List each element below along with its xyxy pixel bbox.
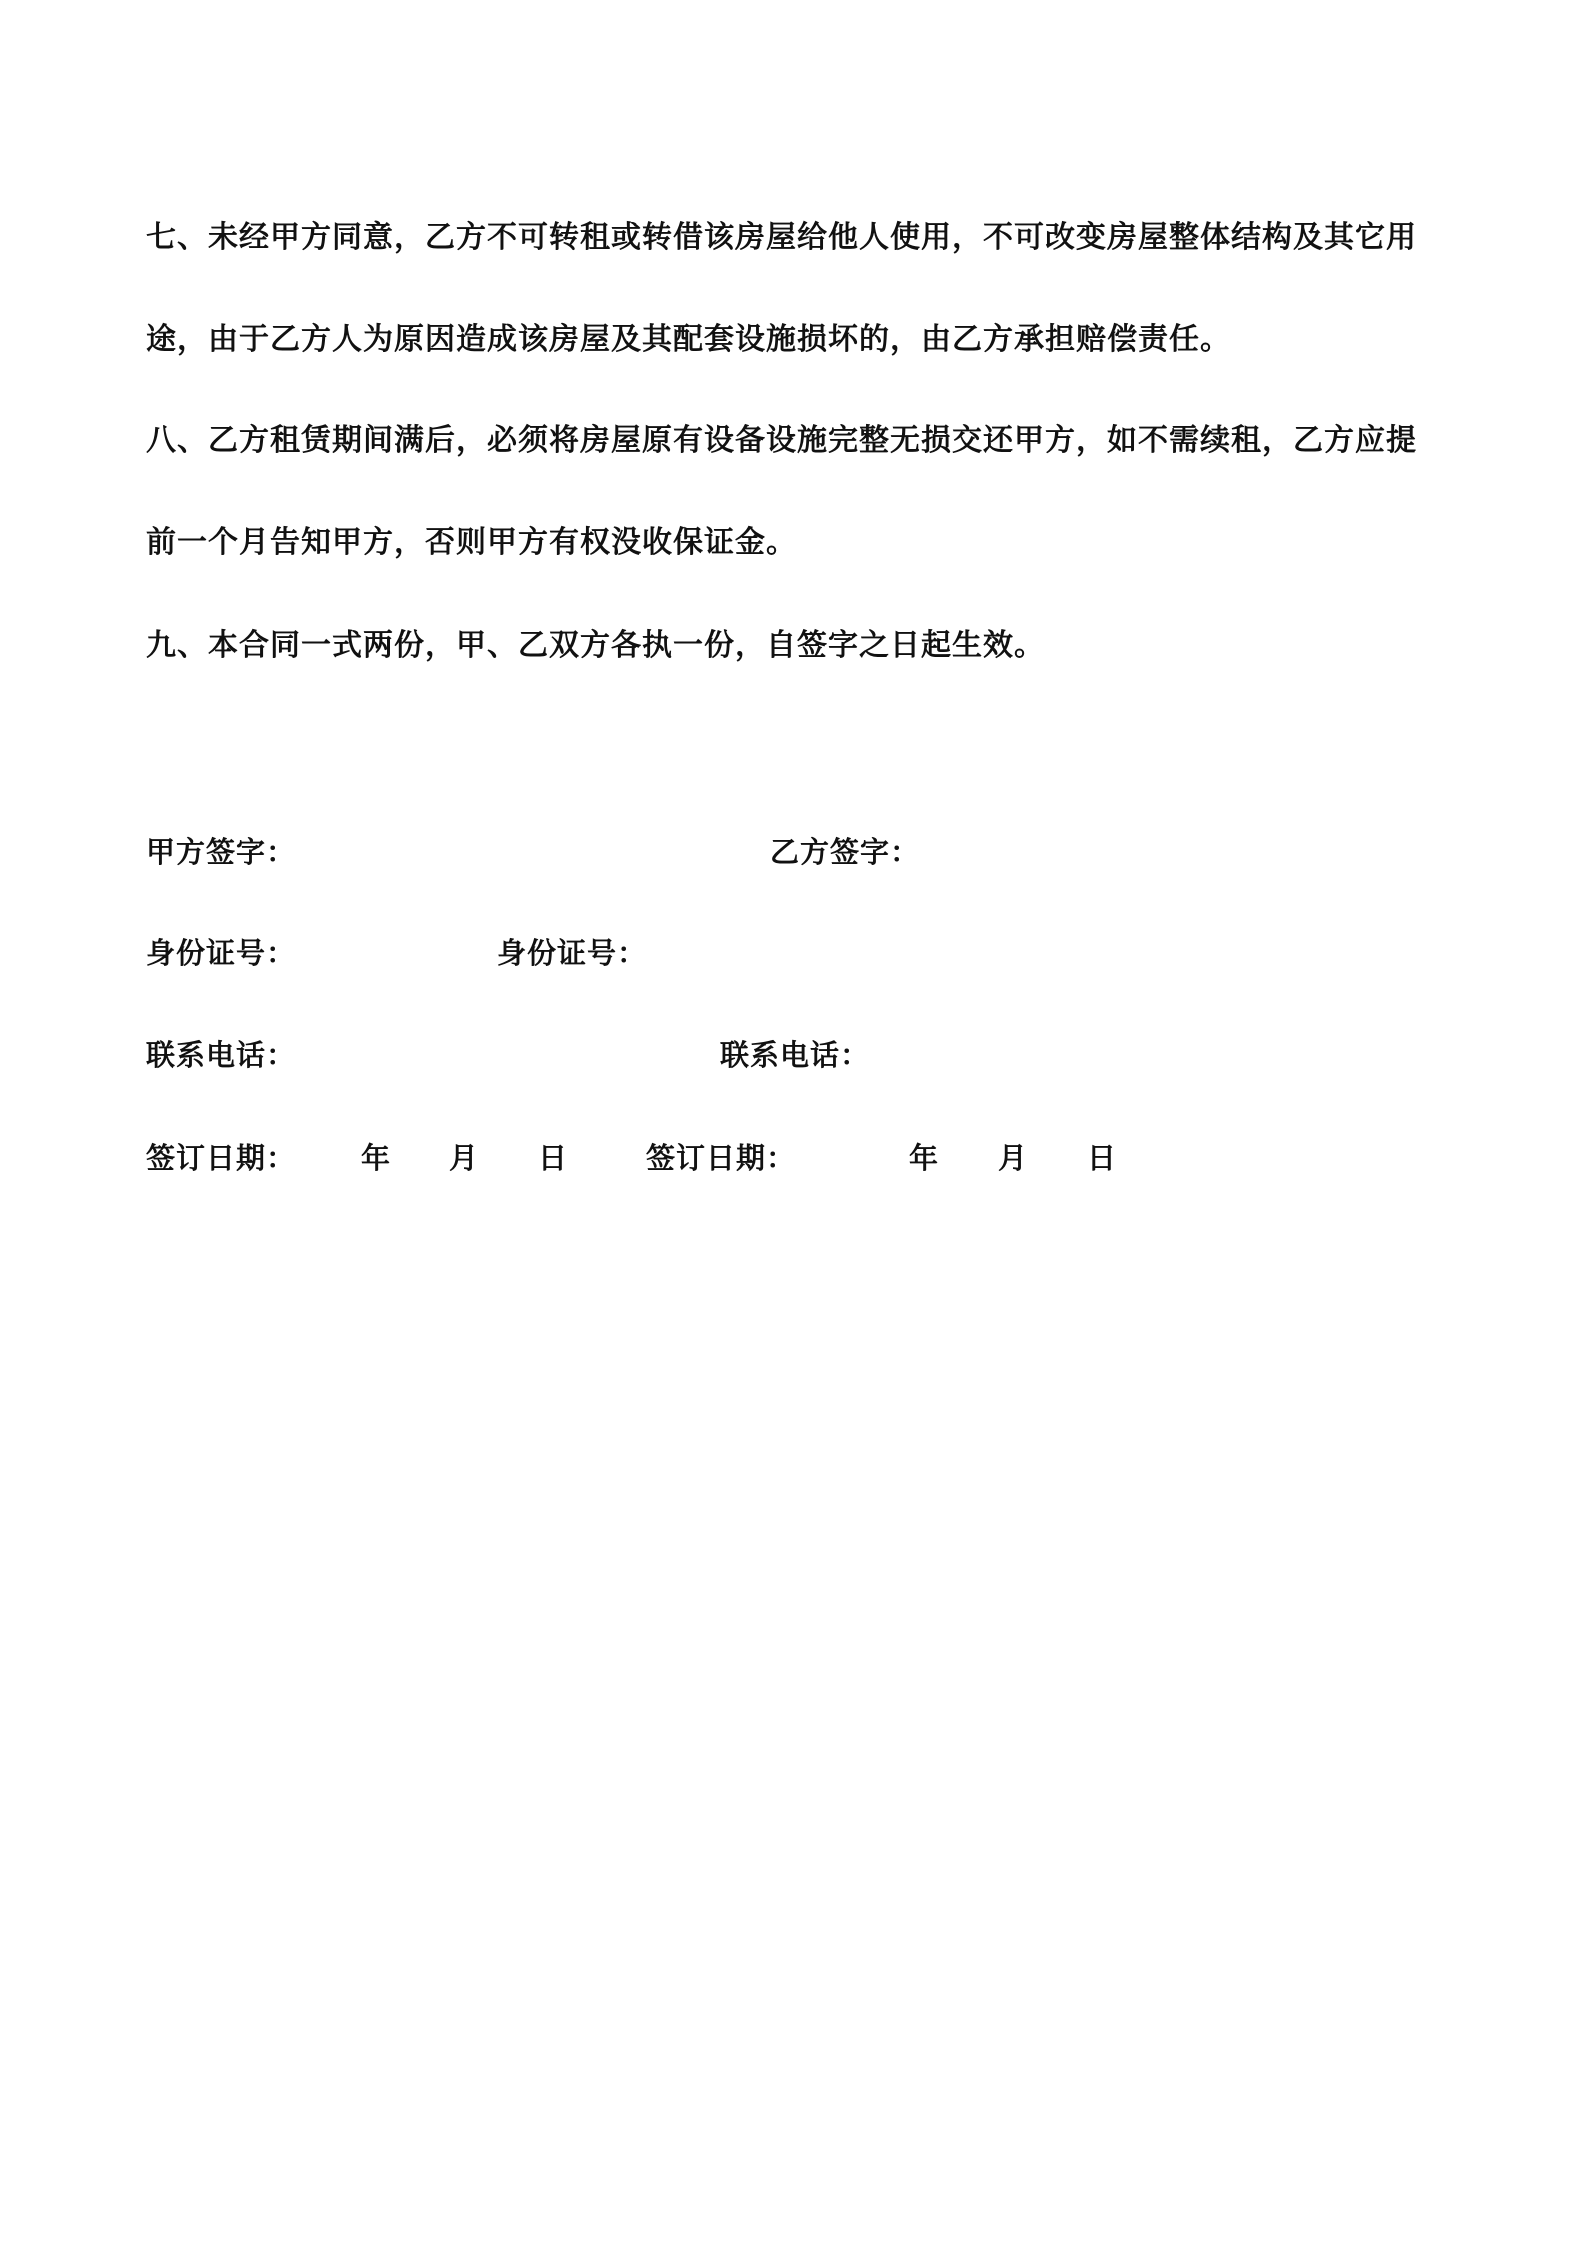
clause-seven-line-1: 七、未经甲方同意，乙方不可转租或转借该房屋给他人使用，不可改变房屋整体结构及其它用 <box>146 220 1417 255</box>
clause-eight-line-2: 前一个月告知甲方，否则甲方有权没收保证金。 <box>146 525 797 560</box>
party-a-date-label: 签订日期： <box>146 1141 297 1175</box>
party-a-day-label: 日 <box>538 1141 568 1175</box>
party-b-date-label: 签订日期： <box>646 1141 797 1175</box>
party-b-id-label: 身份证号： <box>497 936 648 970</box>
clause-seven-line-2: 途，由于乙方人为原因造成该房屋及其配套设施损坏的，由乙方承担赔偿责任。 <box>146 322 1231 357</box>
party-a-year-label: 年 <box>361 1141 391 1175</box>
party-a-signature-label: 甲方签字： <box>146 835 297 869</box>
party-b-phone-label: 联系电话： <box>720 1038 871 1072</box>
clause-nine-line-1: 九、本合同一式两份，甲、乙双方各执一份，自签字之日起生效。 <box>146 628 1045 663</box>
party-b-month-label: 月 <box>998 1141 1028 1175</box>
party-b-day-label: 日 <box>1087 1141 1117 1175</box>
party-a-id-label: 身份证号： <box>146 936 297 970</box>
clause-eight-line-1: 八、乙方租赁期间满后，必须将房屋原有设备设施完整无损交还甲方，如不需续租，乙方应提 <box>146 423 1417 458</box>
party-b-year-label: 年 <box>909 1141 939 1175</box>
party-a-phone-label: 联系电话： <box>146 1038 297 1072</box>
party-a-month-label: 月 <box>449 1141 479 1175</box>
party-b-signature-label: 乙方签字： <box>770 835 921 869</box>
